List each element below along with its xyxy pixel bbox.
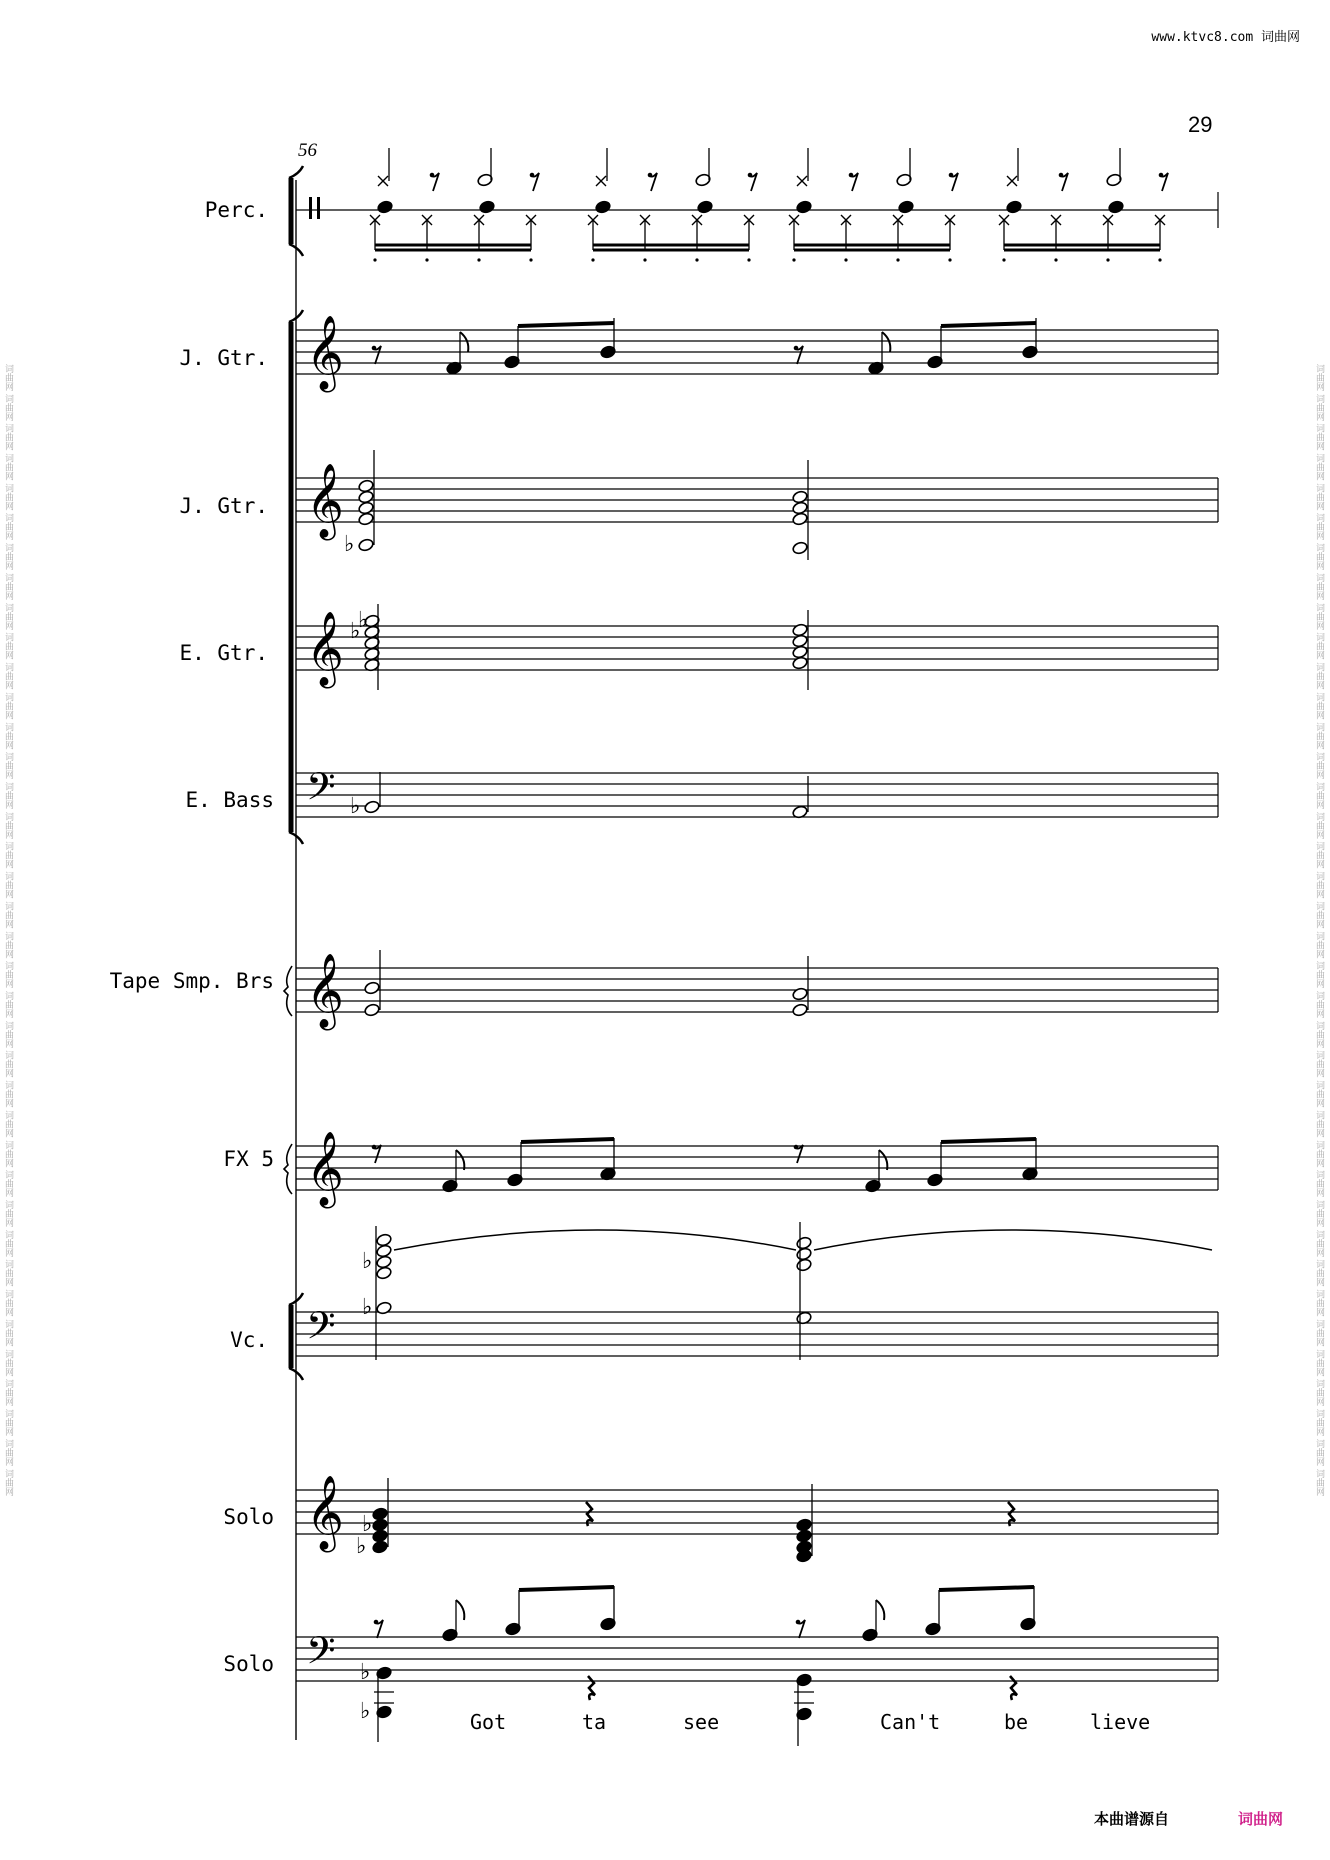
notehead — [364, 1003, 381, 1017]
eighth-rest-dot — [849, 173, 854, 178]
eighth-rest-dot — [794, 1145, 799, 1150]
notehead — [898, 200, 915, 214]
lyric-syllable: ta — [582, 1710, 607, 1734]
notehead — [376, 1266, 393, 1280]
quarter-rest — [588, 1676, 595, 1700]
instrument-label-fx5: FX 5 — [223, 1147, 274, 1171]
instrument-label-vc: Vc. — [230, 1328, 268, 1352]
notehead — [358, 490, 375, 504]
x-notehead — [797, 176, 807, 186]
flag — [456, 1150, 464, 1170]
notehead — [358, 538, 375, 552]
notehead — [376, 1255, 393, 1269]
x-notehead — [1007, 176, 1017, 186]
flat-sign: ♭ — [358, 608, 369, 633]
eighth-rest-dot — [372, 346, 377, 351]
flat-sign: ♭ — [360, 1660, 371, 1685]
notehead — [376, 1233, 393, 1247]
notehead — [796, 1529, 813, 1543]
staccato-dot — [425, 258, 428, 261]
staccato-dot — [1158, 258, 1161, 261]
notehead — [376, 1244, 393, 1258]
notehead — [792, 490, 809, 504]
staccato-dot — [591, 258, 594, 261]
left-margin-watermark: 词曲网 词曲网 词曲网 词曲网 词曲网 词曲网 词曲网 词曲网 词曲网 词曲网 词曲网 词曲网 词曲网 词曲网 词曲网 词曲网 词曲网 词曲网 词曲网 词曲网 词曲网 词曲网 词曲网 词曲网 词曲网 词曲网 词曲网 词曲网 词曲网 词曲网 词曲网 词曲网 词曲网 词曲网 词曲网 词曲网 词曲网 词曲网 — [3, 364, 13, 1496]
notehead — [792, 656, 809, 670]
treble-clef: 𝄞 — [306, 954, 344, 1028]
notehead — [792, 1003, 809, 1017]
flat-sign: ♭ — [362, 1295, 373, 1320]
site-header: www.ktvc8.com 词曲网 — [1151, 30, 1300, 45]
notehead — [792, 987, 809, 1001]
staccato-dot — [747, 258, 750, 261]
staccato-dot — [948, 258, 951, 261]
treble-clef: 𝄞 — [306, 1476, 344, 1550]
notehead — [372, 1518, 389, 1532]
lyric-syllable: be — [1004, 1710, 1029, 1734]
beam — [518, 323, 614, 326]
eighth-rest-dot — [372, 1145, 377, 1150]
eighth-rest-dot — [1159, 173, 1164, 178]
notehead — [1006, 200, 1023, 214]
beam — [941, 323, 1036, 326]
x-notehead — [378, 176, 388, 186]
x-notehead — [596, 176, 606, 186]
measure-number: 56 — [298, 140, 317, 161]
treble-clef: 𝄞 — [306, 612, 344, 686]
eighth-rest-dot — [648, 173, 653, 178]
instrument-label-solo-1: Solo — [223, 1505, 274, 1529]
flag — [879, 1150, 887, 1170]
notehead — [792, 623, 809, 637]
footer-source-text: 本曲谱源自 — [1094, 1810, 1170, 1828]
notehead — [792, 501, 809, 515]
lyric-syllable: lieve — [1090, 1710, 1151, 1734]
staccato-dot — [896, 258, 899, 261]
notehead — [358, 501, 375, 515]
flat-sign: ♭ — [356, 1534, 367, 1559]
staccato-dot — [477, 258, 480, 261]
notehead — [358, 479, 375, 493]
staccato-dot — [1002, 258, 1005, 261]
treble-clef: 𝄞 — [306, 1132, 344, 1206]
beam — [939, 1587, 1034, 1590]
bass-clef: 𝄢 — [306, 764, 336, 818]
notehead — [796, 1258, 813, 1272]
staccato-dot — [643, 258, 646, 261]
flag — [460, 332, 468, 352]
tie — [814, 1230, 1212, 1250]
beam — [941, 1139, 1036, 1142]
flat-sign: ♭ — [350, 619, 361, 644]
notation-marks — [284, 148, 1218, 1746]
quarter-rest — [1010, 1676, 1017, 1700]
notehead — [792, 645, 809, 659]
treble-clef: 𝄞 — [306, 464, 344, 538]
instrument-label-ebass: E. Bass — [185, 788, 274, 812]
notehead — [372, 1507, 389, 1521]
staccato-dot — [1106, 258, 1109, 261]
staccato-dot — [373, 258, 376, 261]
notehead — [364, 800, 381, 814]
notehead — [377, 200, 394, 214]
right-margin-watermark: 词曲网 词曲网 词曲网 词曲网 词曲网 词曲网 词曲网 词曲网 词曲网 词曲网 词曲网 词曲网 词曲网 词曲网 词曲网 词曲网 词曲网 词曲网 词曲网 词曲网 词曲网 词曲网 词曲网 词曲网 词曲网 词曲网 词曲网 词曲网 词曲网 词曲网 词曲网 词曲网 词曲网 词曲网 词曲网 词曲网 词曲网 词曲网 — [1314, 364, 1324, 1496]
instrument-label-egtr: E. Gtr. — [179, 641, 268, 665]
notehead — [595, 200, 612, 214]
flag — [876, 1600, 884, 1620]
staccato-dot — [844, 258, 847, 261]
bracket-perc-top — [289, 166, 303, 178]
notehead — [358, 512, 375, 526]
percussion-clef — [317, 197, 320, 219]
eighth-rest-dot — [374, 1620, 379, 1625]
brace-tape-brs — [284, 966, 292, 1016]
notehead — [372, 1540, 389, 1554]
flat-sign: ♭ — [362, 1512, 373, 1537]
notehead — [697, 200, 714, 214]
flat-sign: ♭ — [344, 532, 355, 557]
eighth-rest-dot — [796, 1620, 801, 1625]
lyric-syllable: see — [683, 1710, 720, 1734]
staff-lines — [296, 192, 1218, 1681]
instrument-label-jgtr-1: J. Gtr. — [179, 346, 268, 370]
footer-site-name: 词曲网 — [1238, 1810, 1284, 1828]
notehead — [796, 200, 813, 214]
staccato-dot — [792, 258, 795, 261]
flat-sign: ♭ — [350, 794, 361, 819]
lyric-syllable: Got — [470, 1710, 507, 1734]
notehead — [372, 1529, 389, 1543]
brace-fx5 — [284, 1144, 292, 1194]
lyric-syllable: Can't — [880, 1710, 941, 1734]
notehead — [376, 1301, 393, 1315]
eighth-rest-dot — [748, 173, 753, 178]
bass-clef: 𝄢 — [306, 1303, 336, 1357]
eighth-rest-dot — [794, 346, 799, 351]
flag — [882, 332, 890, 352]
notehead — [364, 981, 381, 995]
instrument-label-jgtr-2: J. Gtr. — [179, 494, 268, 518]
instrument-label-tape-brs: Tape Smp. Brs — [109, 969, 274, 993]
flat-sign: ♭ — [362, 1249, 373, 1274]
notehead — [792, 634, 809, 648]
eighth-rest-dot — [949, 173, 954, 178]
notehead — [479, 200, 496, 214]
bass-clef: 𝄢 — [306, 1628, 336, 1682]
eighth-rest-dot — [530, 173, 535, 178]
notehead — [1108, 200, 1125, 214]
percussion-clef — [309, 197, 312, 219]
notehead — [796, 1518, 813, 1532]
flag — [456, 1600, 464, 1620]
notehead — [796, 1247, 813, 1261]
notehead — [796, 1236, 813, 1250]
eighth-rest-dot — [430, 173, 435, 178]
treble-clef: 𝄞 — [306, 316, 344, 390]
beam — [521, 1139, 614, 1142]
page-number: 29 — [1188, 112, 1213, 137]
tie — [394, 1230, 796, 1250]
instrument-label-solo-2: Solo — [223, 1652, 274, 1676]
notehead — [792, 512, 809, 526]
notehead — [792, 541, 809, 555]
flat-sign: ♭ — [360, 1699, 371, 1724]
beam — [519, 1587, 614, 1590]
instrument-label-perc: Perc. — [204, 198, 268, 222]
staccato-dot — [529, 258, 532, 261]
staccato-dot — [1054, 258, 1057, 261]
eighth-rest-dot — [1059, 173, 1064, 178]
staccato-dot — [695, 258, 698, 261]
